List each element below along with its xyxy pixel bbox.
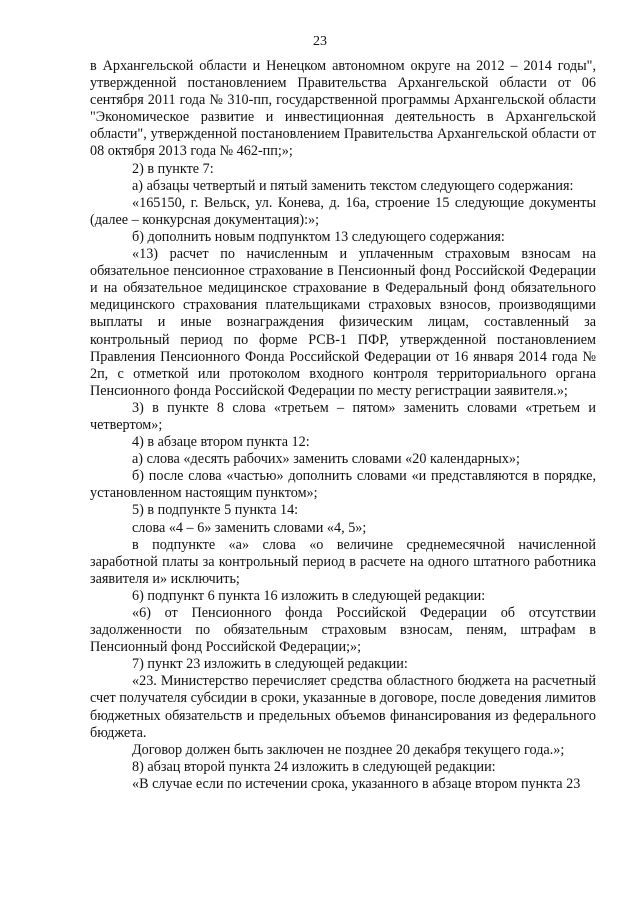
paragraph: 3) в пункте 8 слова «третьем – пятом» заменить словами «третьем и четвертом»; bbox=[90, 399, 596, 433]
paragraph: «23. Министерство перечисляет средства областного бюджета на расчетный счет получателя субсидии в сроки, указанные в договоре, после доведения лимитов бюджетных обязательств и предельных объемов финансирования из федерального бюджета. bbox=[90, 673, 596, 741]
paragraph: «13) расчет по начисленным и уплаченным страховым взносам на обязательное пенсионное страхование в Пенсионный фонд Российской Федерации и на обязательное медицинское страхование в Федеральный фонд обязательного медицинского страхования плательщиками страховых взносов, производящими выплаты и иные вознаграждения физическим лицам, составленный за контрольный период по форме РСВ-1 ПФР, утвержденной постановлением Правления Пенсионного Фонда Российской Федерации от 16 января 2014 года № 2п, с отметкой или протоколом входного контроля территориального органа Пенсионного фонда Российской Федерации по месту регистрации заявителя.»; bbox=[90, 246, 596, 399]
paragraph: 8) абзац второй пункта 24 изложить в следующей редакции: bbox=[132, 758, 496, 775]
paragraph: б) после слова «частью» дополнить словами «и представляются в порядке, установленном настоящим пунктом»; bbox=[90, 468, 596, 502]
paragraph: слова «4 – 6» заменить словами «4, 5»; bbox=[132, 519, 367, 536]
paragraph: 6) подпункт 6 пункта 16 изложить в следующей редакции: bbox=[132, 587, 486, 604]
paragraph: в подпункте «а» слова «о величине среднемесячной начисленной заработной платы за контрольный период в расчете на одного штатного работника заявителя и» исключить; bbox=[90, 536, 596, 587]
paragraph: «6) от Пенсионного фонда Российской Федерации об отсутствии задолженности по обязательным страховым взносам, пеням, штрафам в Пенсионный фонд Российской Федерации;»; bbox=[90, 605, 596, 656]
document-body bbox=[90, 58, 596, 793]
paragraph: Договор должен быть заключен не позднее 20 декабря текущего года.»; bbox=[132, 741, 565, 758]
paragraph: а) слова «десять рабочих» заменить словами «20 календарных»; bbox=[132, 451, 520, 468]
paragraph: б) дополнить новым подпунктом 13 следующего содержания: bbox=[132, 228, 505, 245]
paragraph: 4) в абзаце втором пункта 12: bbox=[132, 434, 310, 451]
paragraph: в Архангельской области и Ненецком автономном округе на 2012 – 2014 годы", утвержденной постановлением Правительства Архангельской области от 06 сентября 2011 года № 310-пп, государственной программы Архангельской области "Экономическое развитие и инвестиционная деятельность в Архангельской области", утвержденной постановлением Правительства Архангельской области от 08 октября 2013 года № 462-пп;»; bbox=[90, 58, 596, 160]
paragraph: «165150, г. Вельск, ул. Конева, д. 16а, строение 15 следующие документы (далее – конкурсная документация):»; bbox=[90, 194, 596, 228]
paragraph: 5) в подпункте 5 пункта 14: bbox=[132, 502, 299, 519]
paragraph: а) абзацы четвертый и пятый заменить текстом следующего содержания: bbox=[132, 177, 574, 194]
paragraph: 2) в пункте 7: bbox=[132, 160, 214, 177]
page-number: 23 bbox=[313, 34, 327, 49]
paragraph: 7) пункт 23 изложить в следующей редакции: bbox=[132, 656, 408, 673]
paragraph: «В случае если по истечении срока, указанного в абзаце втором пункта 23 bbox=[132, 775, 581, 792]
